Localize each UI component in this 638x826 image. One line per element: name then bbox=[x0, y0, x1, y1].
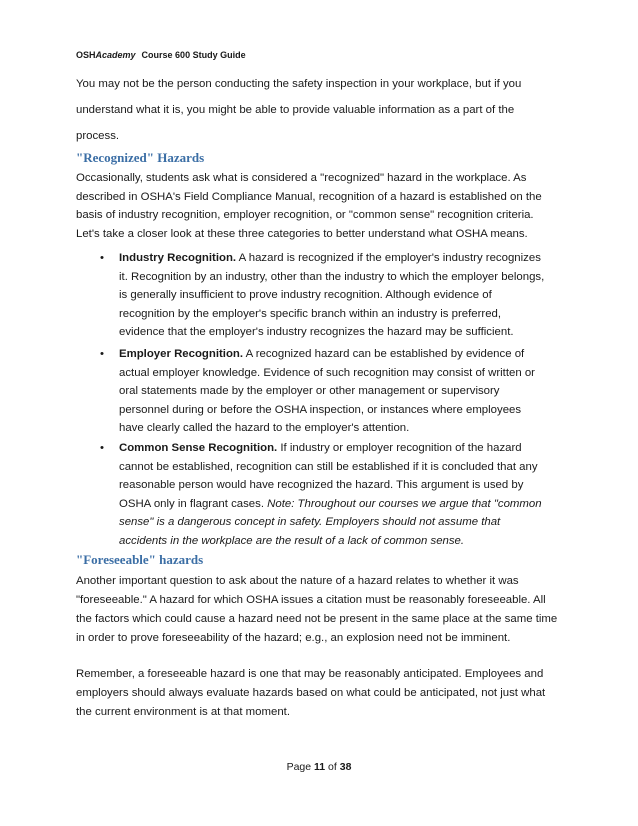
bullet-text: A recognized hazard can be established by evidence of actual employer knowledge. Evidence of such recognition may consist of written or oral statements made by the employer or other management or supervisory personnel during or before the OSHA inspection, or instances where employees have clearly called the hazard to the employer's attention. bbox=[119, 348, 535, 435]
intro-paragraph: You may not be the person conducting the safety inspection in your workplace, but if you understand what it is, you might be able to provide valuable information as a part of the process. bbox=[76, 78, 522, 142]
page-footer bbox=[0, 761, 638, 773]
bullet-text: If industry or employer recognition of the hazard cannot be established, recognition can still be established if it is concluded that any reasonable person would have recognized the hazard. This argument is used by OSHA only in flagrant cases. bbox=[119, 442, 538, 510]
bullet-list bbox=[96, 249, 546, 342]
footer-total-pages: 38 bbox=[339, 761, 352, 773]
bullet-note: Note: Throughout our courses we argue that "common sense" is a dangerous concept in safety. Employers should not assume that accidents in the workplace are the result of a lack of common sense. bbox=[119, 497, 542, 547]
recognized-paragraph: Occasionally, students ask what is considered a "recognized" hazard in the workplace. As described in OSHA's Field Compliance Manual, recognition of a hazard is established on the basis of industry recognition, employer recognition, or "common sense" recognition criteria. Let's take a closer look at these three categories to better understand what OSHA means. bbox=[76, 172, 542, 240]
section-heading-foreseeable: "Foreseeable" hazards bbox=[76, 552, 204, 567]
foreseeable-paragraph-2: Remember, a foreseeable hazard is one that may be reasonably anticipated. Employees and employers should always evaluate hazards based on what could be anticipated, not just what the current environment is at that moment. bbox=[76, 668, 546, 718]
header-org-prefix: OSH bbox=[76, 50, 96, 60]
bullet-item-common-sense: • Common Sense Recognition. If industry or employer recognition of the hazard cannot be established, recognition can still be established if it is concluded that any reasonable person would have recognized the hazard. This argument is used by OSHA only in flagrant cases. Note: Throughout our courses we argue that "common sense" is a dangerous concept in safety. Employers should not assume that accidents in the workplace are the result of a lack of common sense. bbox=[100, 442, 542, 547]
footer-page-word: Page bbox=[286, 761, 312, 773]
bullet-text: A hazard is recognized if the employer's industry recognizes it. Recognition by an industry, other than the industry to which the employer belongs, is generally insufficient to prove industry recognition. Although evidence of recognition by the employer's specific branch within an industry is preferred, evidence that the employer's industry recognizes the hazard may be sufficient. bbox=[119, 252, 545, 339]
bullet-list bbox=[96, 439, 546, 551]
footer-of-word: of bbox=[328, 761, 337, 773]
header-org-italic: Academy bbox=[95, 50, 136, 60]
bullet-list bbox=[96, 345, 546, 438]
bullet-term: Industry Recognition. bbox=[119, 252, 237, 264]
header-course: Course 600 Study Guide bbox=[141, 50, 246, 60]
foreseeable-paragraph-1: Another important question to ask about the nature of a hazard relates to whether it was "foreseeable." A hazard for which OSHA issues a citation must be reasonably foreseeable. All the factors which could cause a hazard need not be present in the same place at the same time in order to prove foreseeability of the hazard; e.g., an explosion need not be imminent. bbox=[76, 575, 558, 644]
bullet-item-employer: • Employer Recognition. A recognized hazard can be established by evidence of actual employer knowledge. Evidence of such recognition may consist of written or oral statements made by the employer or other management or supervisory personnel during or before the OSHA inspection, or instances where employees have clearly called the hazard to the employer's attention. bbox=[100, 348, 535, 435]
section-heading-recognized: "Recognized" Hazards bbox=[76, 150, 205, 165]
bullet-term: Common Sense Recognition. bbox=[119, 442, 278, 454]
bullet-term: Employer Recognition. bbox=[119, 348, 244, 360]
footer-current-page: 11 bbox=[314, 761, 326, 773]
bullet-item-industry: • Industry Recognition. A hazard is recognized if the employer's industry recognizes it. Recognition by an industry, other than the industry to which the employer belongs, is generally insufficient to prove industry recognition. Although evidence of recognition by the employer's specific branch within an industry is preferred, evidence that the employer's industry recognizes the hazard may be sufficient. bbox=[100, 252, 545, 339]
page-header bbox=[76, 50, 246, 60]
